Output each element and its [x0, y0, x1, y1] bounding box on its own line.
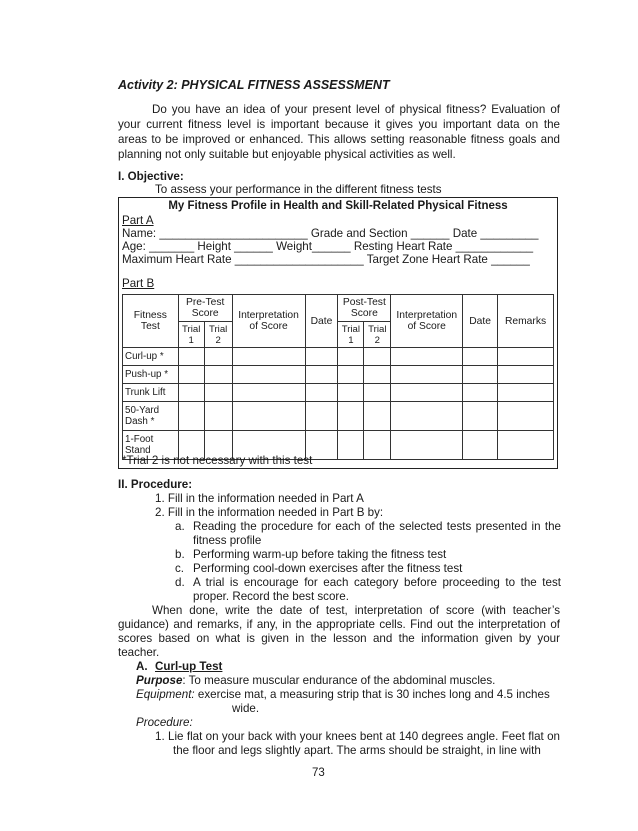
header-date-pre: Date: [305, 295, 338, 348]
header-interpretation-pre: Interpretation of Score: [232, 295, 305, 348]
curlup-purpose: [136, 674, 495, 688]
table-row: [123, 348, 554, 366]
header-pre-trial-2: Trial 2: [204, 322, 232, 348]
procedure-step-2: 2. Fill in the information needed in Part B by:: [155, 506, 384, 519]
procedure-closing: When done, write the date of test, interpretation of score (with teacher’s guidance) and remarks, if any, in the appropriate cells. Find out the interpretation of scores based on what is given in the lesson and the information given by your teacher.: [118, 604, 560, 659]
equipment-label: Equipment:: [136, 688, 195, 701]
intro-paragraph: Do you have an idea of your present level of physical fitness? Evaluation of your current fitness level is important because it gives you important data on the areas to be improved or enhanced. This allows setting reasonable fitness goals and planning not only suitable but enjoyable physical activities as well.: [118, 103, 560, 161]
fitness-table: [122, 294, 554, 460]
header-post-test: Post-Test Score: [338, 295, 391, 322]
curlup-step-1: 1. Lie flat on your back with your knees bent at 140 degrees angle. Feet flat on the floor and legs slightly apart. The arms should be straight, in line with: [155, 730, 560, 757]
procedure-sub-d: A trial is encourage for each category before proceeding to the test proper. Record the best score.: [193, 576, 561, 603]
part-a-line-heart-rate[interactable]: Maximum Heart Rate ____________________ Target Zone Heart Rate ______: [122, 253, 530, 266]
fitness-profile-box: [118, 197, 558, 469]
procedure-sub-c: Performing cool-down exercises after the fitness test: [193, 562, 463, 575]
part-a-line-age[interactable]: Age: _______ Height ______ Weight______ Resting Heart Rate ____________: [122, 240, 534, 253]
procedure-heading: II. Procedure:: [118, 478, 193, 491]
header-pre-trial-1: Trial 1: [178, 322, 204, 348]
procedure-sub-b: Performing warm-up before taking the fitness test: [193, 548, 447, 561]
procedure-sub-d-letter: d.: [175, 576, 185, 589]
purpose-label: Purpose: [136, 674, 183, 687]
test-name: Push-up *: [123, 366, 179, 384]
header-date-post: Date: [463, 295, 498, 348]
equipment-text: exercise mat, a measuring strip that is 30 inches long and 4.5 inches: [194, 688, 550, 701]
test-name: Trunk Lift: [123, 384, 179, 402]
equipment-cont: wide.: [232, 702, 260, 715]
profile-title: My Fitness Profile in Health and Skill-Related Physical Fitness: [168, 200, 508, 212]
purpose-text: : To measure muscular endurance of the abdominal muscles.: [182, 674, 496, 687]
table-row: [123, 366, 554, 384]
curlup-procedure-label: Procedure:: [136, 716, 193, 729]
test-name: Curl-up *: [123, 348, 179, 366]
procedure-step-1: 1. Fill in the information needed in Part A: [155, 492, 364, 505]
part-a-line-name[interactable]: Name: _______________________ Grade and Section ______ Date _________: [122, 227, 539, 240]
test-name: 50-Yard Dash *: [123, 402, 179, 431]
procedure-sub-b-letter: b.: [175, 548, 185, 561]
header-pre-test: Pre-Test Score: [178, 295, 232, 322]
curlup-heading-letter: A.: [136, 660, 148, 673]
objective-text: To assess your performance in the different fitness tests: [155, 183, 442, 196]
part-b-label: Part B: [122, 277, 155, 290]
activity-title: Activity 2: PHYSICAL FITNESS ASSESSMENT: [118, 78, 390, 92]
procedure-sub-c-letter: c.: [175, 562, 185, 575]
test-name: 1-Foot Stand: [123, 431, 179, 460]
profile-footnote: *Trial 2 is not necessary with this test: [122, 454, 313, 467]
header-remarks: Remarks: [498, 295, 554, 348]
table-row: [123, 384, 554, 402]
procedure-sub-a: Reading the procedure for each of the selected tests presented in the fitness profile: [193, 520, 561, 547]
header-post-trial-2: Trial 2: [364, 322, 391, 348]
table-row: [123, 402, 554, 431]
header-fitness-test: Fitness Test: [123, 295, 179, 348]
page-number: 73: [312, 767, 325, 779]
header-interpretation-post: Interpretation of Score: [391, 295, 463, 348]
procedure-sub-a-letter: a.: [175, 520, 185, 533]
curlup-heading: Curl-up Test: [155, 660, 223, 673]
objective-heading: I. Objective:: [118, 170, 184, 183]
header-post-trial-1: Trial 1: [338, 322, 364, 348]
curlup-equipment: [136, 688, 550, 702]
part-a-label: Part A: [122, 214, 154, 227]
